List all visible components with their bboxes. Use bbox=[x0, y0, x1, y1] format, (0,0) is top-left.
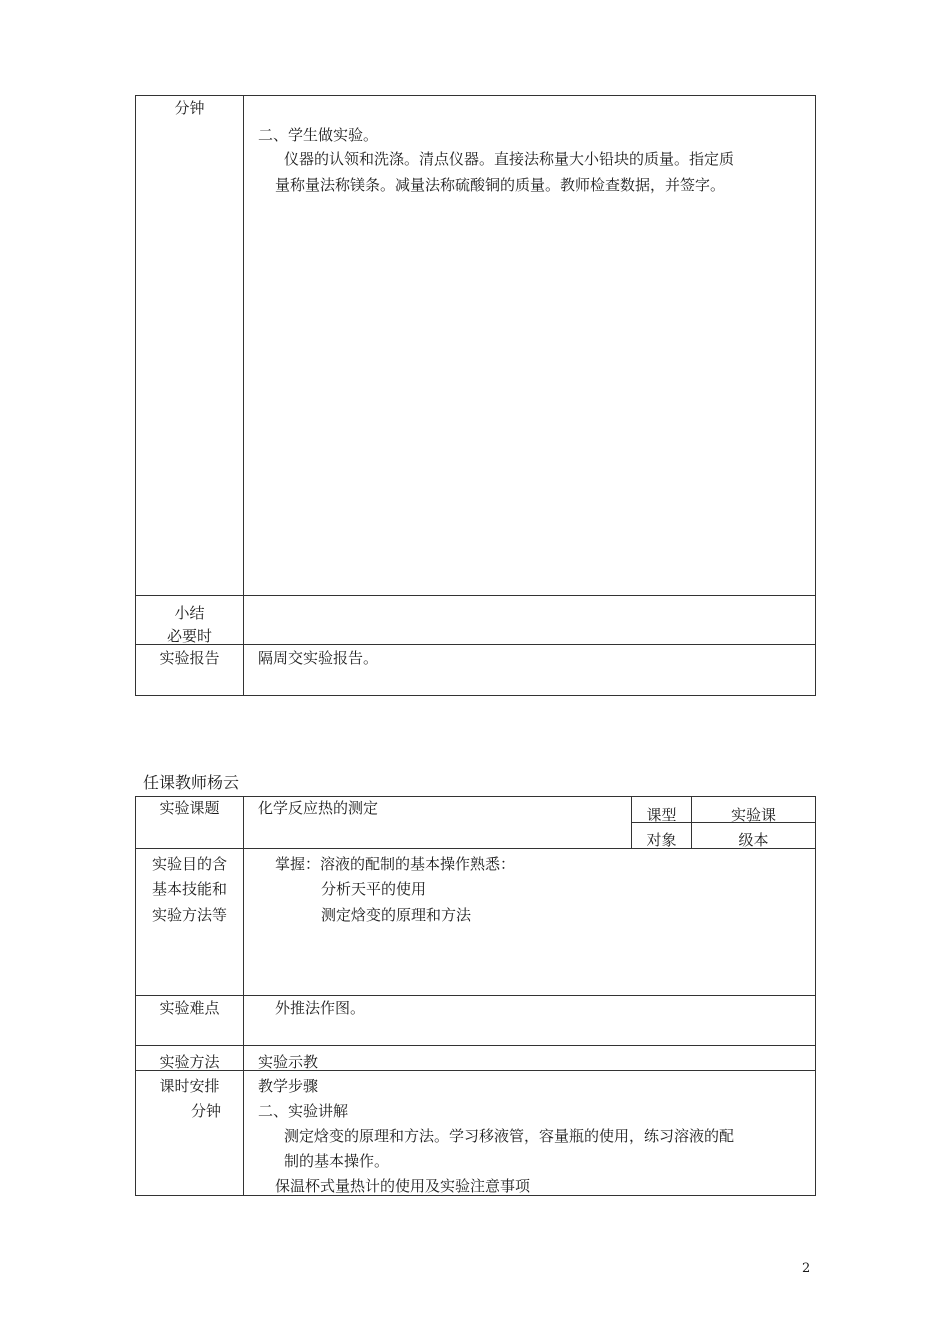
page-number: 2 bbox=[802, 1261, 811, 1276]
label-method: 实验方法 bbox=[159, 1053, 220, 1071]
row-label-summary: 小结 bbox=[174, 604, 205, 622]
goals-line-3: 测定焓变的原理和方法 bbox=[321, 906, 472, 924]
goals-line-1: 掌握：溶液的配制的基本操作熟悉： bbox=[275, 855, 516, 873]
label-goals-line-3: 实验方法等 bbox=[151, 906, 227, 924]
table-1-row-divider bbox=[135, 595, 816, 596]
label-type: 课型 bbox=[646, 806, 677, 824]
table-1-border-right bbox=[815, 95, 816, 696]
schedule-line-3: 测定焓变的原理和方法。学习移液管，容量瓶的使用，练习溶液的配 bbox=[284, 1127, 735, 1145]
label-goals-line-2: 基本技能和 bbox=[151, 880, 227, 898]
schedule-line-1: 教学步骤 bbox=[258, 1077, 319, 1095]
table-2-column-divider bbox=[243, 796, 244, 1196]
label-target: 对象 bbox=[646, 831, 677, 849]
label-topic: 实验课题 bbox=[159, 799, 220, 817]
table-2-row-divider bbox=[135, 995, 816, 996]
experiment-paragraph-line-1: 仪器的认领和洗涤。清点仪器。直接法称量大小铅块的质量。指定质 bbox=[284, 150, 735, 168]
value-method: 实验示教 bbox=[258, 1053, 319, 1071]
value-topic: 化学反应热的测定 bbox=[258, 799, 379, 817]
table-1-border-bottom bbox=[135, 695, 816, 696]
schedule-line-4: 制的基本操作。 bbox=[284, 1152, 390, 1170]
label-difficulty: 实验难点 bbox=[159, 999, 220, 1017]
table-1-border-top bbox=[135, 95, 816, 96]
value-target: 级本 bbox=[738, 831, 769, 849]
schedule-line-2: 二、实验讲解 bbox=[258, 1102, 349, 1120]
label-schedule: 课时安排 bbox=[159, 1077, 220, 1095]
teacher-name: 任课教师杨云 bbox=[143, 773, 240, 792]
experiment-paragraph-line-2: 量称量法称镁条。减量法称硫酸铜的质量。教师检查数据，并签字。 bbox=[275, 176, 726, 194]
row-label-report: 实验报告 bbox=[159, 649, 220, 667]
section-heading-student-experiment: 二、学生做实验。 bbox=[258, 126, 379, 144]
report-content: 隔周交实验报告。 bbox=[258, 649, 379, 667]
value-type: 实验课 bbox=[730, 806, 776, 824]
row-label-minutes: 分钟 bbox=[174, 99, 205, 117]
table-2-border-right bbox=[815, 796, 816, 1196]
table-2-row-divider bbox=[135, 1045, 816, 1046]
value-difficulty: 外推法作图。 bbox=[275, 999, 366, 1017]
goals-line-2: 分析天平的使用 bbox=[321, 880, 427, 898]
table-2-border-bottom bbox=[135, 1195, 816, 1196]
label-schedule-minutes: 分钟 bbox=[191, 1102, 222, 1120]
row-label-if-needed: 必要时 bbox=[166, 627, 212, 645]
table-2-border-top bbox=[135, 796, 816, 797]
label-goals-line-1: 实验目的含 bbox=[151, 855, 227, 873]
schedule-line-5: 保温杯式量热计的使用及实验注意事项 bbox=[275, 1177, 531, 1195]
table-1-column-divider bbox=[243, 95, 244, 696]
